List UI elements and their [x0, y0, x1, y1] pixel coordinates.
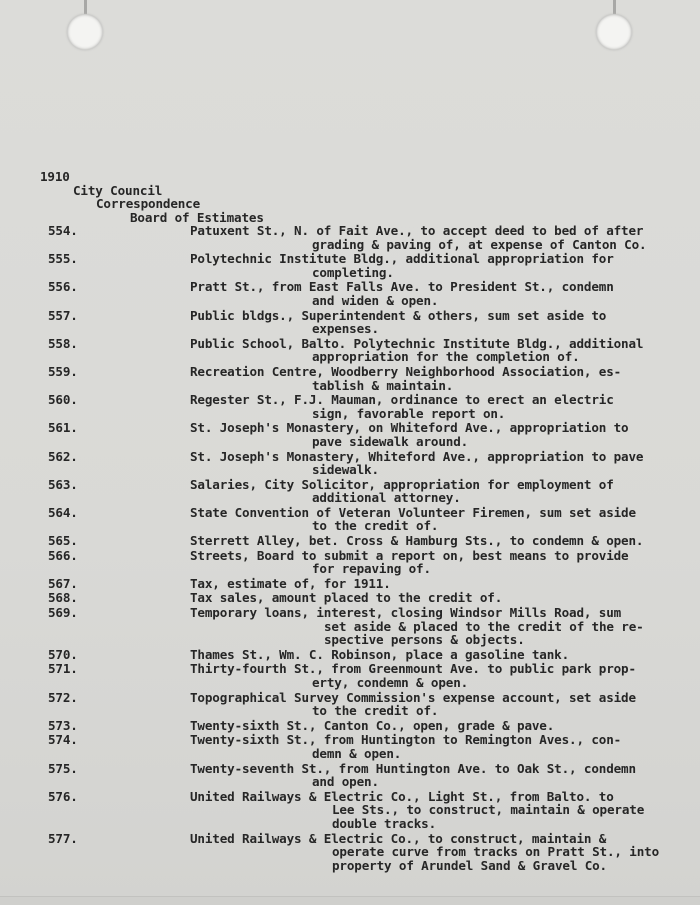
entry-text-continued: spective persons & objects. — [324, 632, 525, 648]
punch-hole-left — [67, 14, 103, 50]
entry-number: 569. — [48, 605, 78, 621]
page-bottom-edge — [0, 896, 700, 905]
entry-text: Sterrett Alley, bet. Cross & Hamburg Sts., to condemn & open. — [190, 533, 644, 549]
entry-number: 574. — [48, 732, 78, 748]
entry-number: 561. — [48, 420, 78, 436]
entry-text-continued: and widen & open. — [312, 292, 439, 308]
entry-text-continued: tablish & maintain. — [312, 377, 454, 393]
list-item — [0, 606, 700, 647]
heading-correspondence: Correspondence — [96, 196, 201, 211]
entry-text: Twenty-sixth St., Canton Co., open, grade & pave. — [190, 717, 555, 733]
list-item — [0, 252, 700, 279]
index-year: 1910 — [40, 169, 70, 184]
list-item — [0, 393, 700, 420]
list-item — [0, 662, 700, 689]
entry-text: St. Joseph's Monastery, Whiteford Ave., appropriation to pave — [190, 448, 644, 464]
entry-number: 563. — [48, 476, 78, 492]
entry-number: 562. — [48, 448, 78, 464]
heading-city-council: City Council — [73, 183, 163, 198]
entry-text-continued: to the credit of. — [312, 518, 439, 534]
entry-text-continued: erty, condemn & open. — [312, 675, 469, 690]
entry-text: Tax, estimate of, for 1911. — [190, 575, 391, 591]
entry-text: State Convention of Veteran Volunteer Firemen, sum set aside — [190, 504, 636, 520]
entry-number: 560. — [48, 392, 78, 408]
list-item — [0, 280, 700, 307]
entry-text-continued: property of Arundel Sand & Gravel Co. — [332, 857, 607, 873]
list-item — [0, 790, 700, 831]
entry-text-continued: additional attorney. — [312, 490, 461, 506]
entry-text: Temporary loans, interest, closing Windsor Mills Road, sum — [190, 605, 622, 621]
entry-list — [0, 224, 700, 873]
entry-text: Thirty-fourth St., from Greenmount Ave. to public park prop- — [190, 661, 636, 677]
entry-text: Polytechnic Institute Bldg., additional appropriation for — [190, 251, 614, 267]
entry-number: 576. — [48, 788, 78, 804]
entry-text: Patuxent St., N. of Fait Ave., to accept deed to bed of after — [190, 223, 644, 238]
entry-number: 554. — [48, 223, 78, 238]
list-item — [0, 549, 700, 576]
entry-text: Topographical Survey Commission's expense account, set aside — [190, 689, 636, 705]
entry-text: Salaries, City Solicitor, appropriation for employment of — [190, 476, 614, 492]
list-item — [0, 421, 700, 448]
entry-text: Public School, Balto. Polytechnic Institute Bldg., additional — [190, 335, 644, 351]
entry-number: 558. — [48, 335, 78, 351]
entry-number: 568. — [48, 590, 78, 606]
list-item — [0, 506, 700, 533]
entry-text: Pratt St., from East Falls Ave. to President St., condemn — [190, 279, 614, 295]
list-item — [0, 733, 700, 760]
entry-text-continued: sign, favorable report on. — [312, 405, 506, 421]
entry-text-continued: expenses. — [312, 321, 379, 337]
entry-text: Recreation Centre, Woodberry Neighborhood Association, es- — [190, 363, 622, 379]
entry-number: 572. — [48, 689, 78, 705]
entry-text-continued: completing. — [312, 264, 394, 280]
entry-text: Twenty-seventh St., from Huntington Ave. to Oak St., condemn — [190, 760, 636, 776]
entry-number: 559. — [48, 363, 78, 379]
entry-text-continued: appropriation for the completion of. — [312, 349, 580, 365]
list-item — [0, 719, 700, 733]
entry-text-continued: operate curve from tracks on Pratt St., into — [332, 844, 660, 860]
entry-number: 564. — [48, 504, 78, 520]
list-item — [0, 450, 700, 477]
heading-board-of-estimates: Board of Estimates — [130, 210, 264, 225]
punch-hole-right — [596, 14, 632, 50]
entry-text-continued: demn & open. — [312, 745, 402, 761]
entry-text-continued: and open. — [312, 774, 379, 790]
entry-text: United Railways & Electric Co., to construct, maintain & — [190, 830, 607, 846]
list-item — [0, 832, 700, 873]
entry-number: 575. — [48, 760, 78, 776]
entry-number: 571. — [48, 661, 78, 677]
list-item — [0, 762, 700, 789]
list-item — [0, 577, 700, 591]
entry-text: Streets, Board to submit a report on, best means to provide — [190, 547, 629, 563]
entry-text: United Railways & Electric Co., Light St., from Balto. to — [190, 788, 614, 804]
entry-number: 557. — [48, 307, 78, 323]
entry-text: St. Joseph's Monastery, on Whiteford Ave., appropriation to — [190, 420, 629, 436]
list-item — [0, 534, 700, 548]
list-item — [0, 591, 700, 605]
entry-text-continued: Lee Sts., to construct, maintain & operate — [332, 802, 645, 818]
list-item — [0, 365, 700, 392]
entry-text-continued: to the credit of. — [312, 703, 439, 719]
entry-text: Regester St., F.J. Mauman, ordinance to erect an electric — [190, 392, 614, 408]
entry-text-continued: for repaving of. — [312, 561, 431, 577]
entry-number: 555. — [48, 251, 78, 267]
entry-number: 566. — [48, 547, 78, 563]
entry-text: Thames St., Wm. C. Robinson, place a gasoline tank. — [190, 646, 570, 662]
entry-number: 570. — [48, 646, 78, 662]
list-item — [0, 648, 700, 662]
entry-text-continued: sidewalk. — [312, 462, 379, 478]
list-item — [0, 337, 700, 364]
entry-number: 556. — [48, 279, 78, 295]
entry-text-continued: grading & paving of, at expense of Canton Co. — [312, 236, 647, 252]
entry-text-continued: pave sidewalk around. — [312, 433, 469, 449]
entry-text-continued: set aside & placed to the credit of the re- — [324, 618, 644, 634]
entry-number: 573. — [48, 717, 78, 733]
list-item — [0, 309, 700, 336]
entry-text: Tax sales, amount placed to the credit of. — [190, 590, 503, 606]
entry-number: 567. — [48, 575, 78, 591]
list-item — [0, 224, 700, 251]
entry-text-continued: double tracks. — [332, 815, 437, 831]
list-item — [0, 478, 700, 505]
list-item — [0, 691, 700, 718]
entry-number: 565. — [48, 533, 78, 549]
entry-number: 577. — [48, 830, 78, 846]
entry-text: Twenty-sixth St., from Huntington to Remington Aves., con- — [190, 732, 622, 748]
entry-text: Public bldgs., Superintendent & others, sum set aside to — [190, 307, 607, 323]
